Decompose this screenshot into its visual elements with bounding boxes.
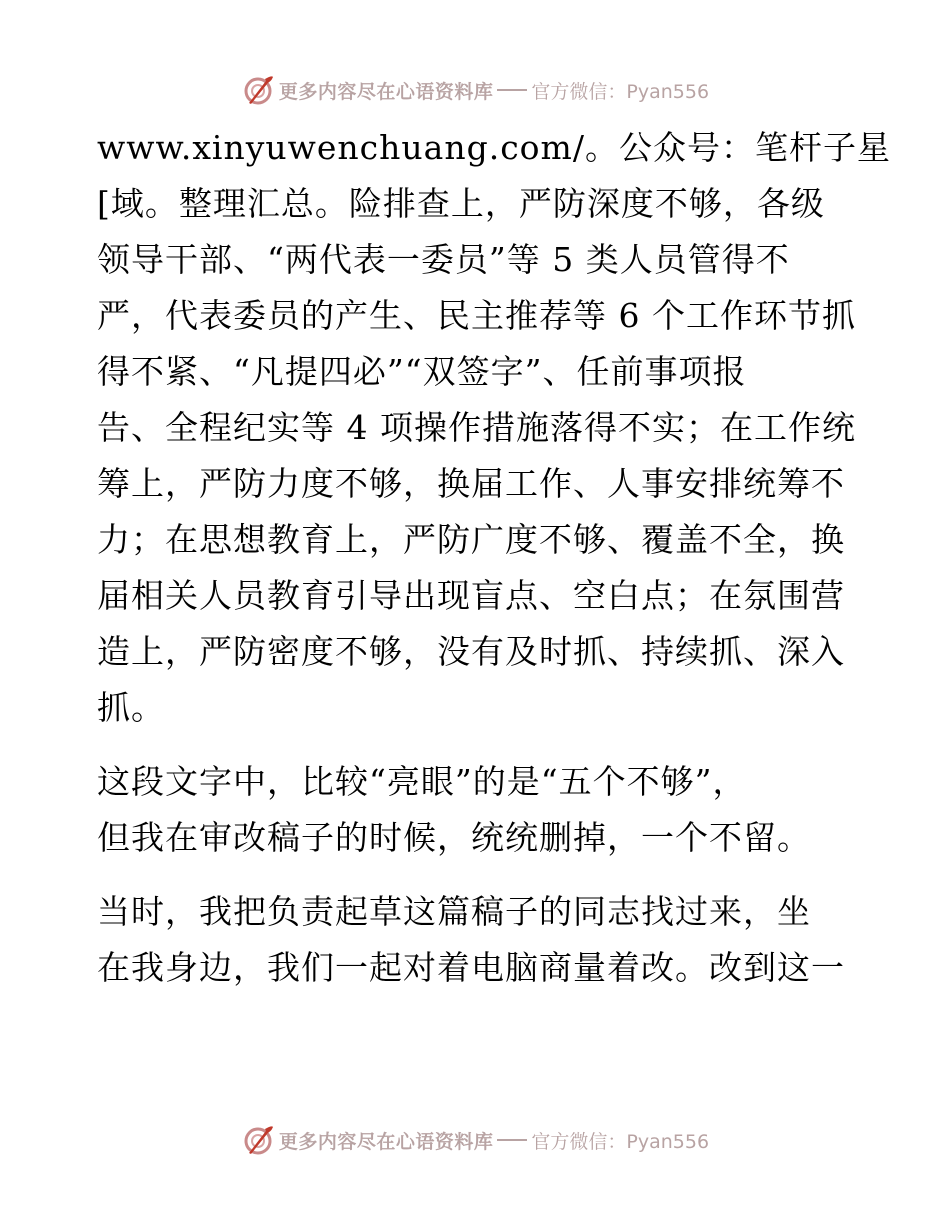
text-line: 在我身边，我们一起对着电脑商量着改。改到这一	[97, 948, 845, 987]
header-separator	[497, 89, 527, 91]
footer-wechat: 官方微信：Pyan556	[531, 1130, 710, 1153]
quill-circle-logo-icon	[241, 1123, 275, 1157]
text-line: 严，代表委员的产生、民主推荐等 6 个工作环节抓	[97, 296, 856, 335]
header-wechat: 官方微信：Pyan556	[531, 80, 710, 103]
text-line: 这段文字中，比较“亮眼”的是“五个不够”，	[97, 762, 747, 801]
header-slogan: 更多内容尽在心语资料库	[278, 80, 494, 103]
paragraph-1	[97, 120, 891, 736]
text-line: 届相关人员教育引导出现盲点、空白点；在氛围营	[97, 576, 845, 615]
footer-slogan: 更多内容尽在心语资料库	[278, 1130, 494, 1153]
header-banner	[0, 70, 950, 110]
text-line: 但我在审改稿子的时候，统统删掉，一个不留。	[97, 818, 811, 857]
document-body	[97, 120, 891, 996]
text-line: [域。整理汇总。险排查上，严防深度不够，各级	[97, 184, 825, 223]
footer-banner	[0, 1120, 950, 1160]
text-line: 造上，严防密度不够，没有及时抓、持续抓、深入	[97, 632, 845, 671]
text-line: www.xinyuwenchuang.com/。公众号：笔杆子星	[97, 128, 891, 167]
paragraph-2	[97, 754, 857, 866]
paragraph-3	[97, 884, 857, 996]
footer-separator	[497, 1139, 527, 1141]
text-line: 筹上，严防力度不够，换届工作、人事安排统筹不	[97, 464, 845, 503]
text-line: 领导干部、“两代表一委员”等 5 类人员管得不	[97, 240, 790, 279]
text-line: 抓。	[97, 688, 165, 727]
text-line: 当时，我把负责起草这篇稿子的同志找过来，坐	[97, 892, 811, 931]
text-line: 得不紧、“凡提四必”“双签字”、任前事项报	[97, 352, 747, 391]
text-line: 告、全程纪实等 4 项操作措施落得不实；在工作统	[97, 408, 856, 447]
text-line: 力；在思想教育上，严防广度不够、覆盖不全，换	[97, 520, 845, 559]
quill-circle-logo-icon	[241, 73, 275, 107]
